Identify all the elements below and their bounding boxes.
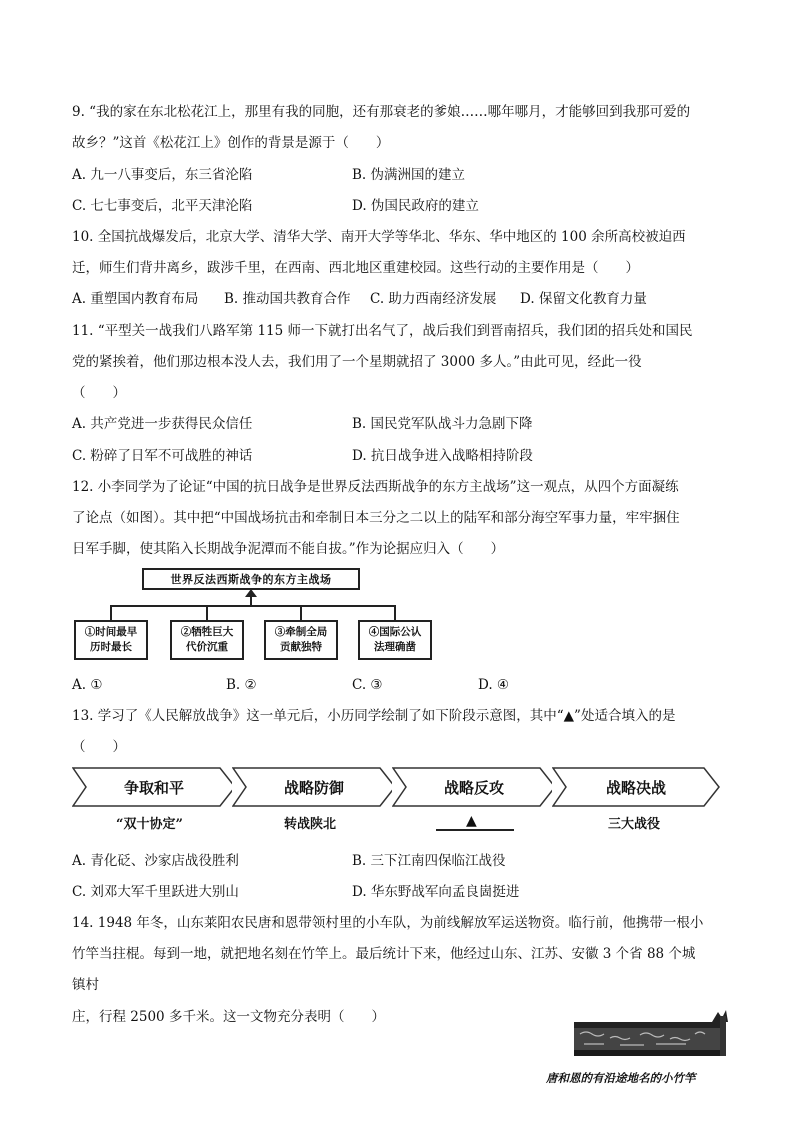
q12-option-a: A. ① xyxy=(72,677,103,693)
stage-chevron-2 xyxy=(232,767,396,807)
stage-label-2: 战略防御 xyxy=(283,778,344,797)
q12-stem-line1: 12. 小李同学为了论证“中国的抗日战争是世界反法西斯战争的东方主战场”这一观点，从四个方面凝练 xyxy=(72,479,679,495)
stage-label-3: 战略反攻 xyxy=(443,778,504,797)
diagram-box-3-line1: ③牵制全局 xyxy=(274,626,328,638)
q13-option-c: C. 刘邓大军千里跃进大别山 xyxy=(72,884,239,900)
q11-option-c: C. 粉碎了日军不可战胜的神话 xyxy=(72,448,253,464)
q9-option-a: A. 九一八事变后，东三省沦陷 xyxy=(72,167,253,183)
q9-stem-line2: 故乡？”这首《松花江上》创作的背景是源于（ ） xyxy=(72,135,390,151)
q11-option-d: D. 抗日战争进入战略相持阶段 xyxy=(352,448,533,464)
bamboo-pole-image xyxy=(570,1008,730,1062)
stage-chevron-4 xyxy=(552,767,720,807)
q10-stem-line1: 10. 全国抗战爆发后，北京大学、清华大学、南开大学等华北、华东、华中地区的 100 余所高校被迫西 xyxy=(72,229,686,245)
q9-option-c: C. 七七事变后，北平天津沦陷 xyxy=(72,198,253,214)
q10-option-c: C. 助力西南经济发展 xyxy=(370,291,497,307)
diagram-box-3 xyxy=(264,620,338,660)
q11-option-a: A. 共产党进一步获得民众信任 xyxy=(72,416,253,432)
q14-stem-line3: 镇村 xyxy=(72,977,99,993)
stage-label-4: 战略决战 xyxy=(605,778,666,797)
diagram-box-4-line2: 法理确凿 xyxy=(374,641,416,653)
q12-stem-line2: 了论点（如图）。其中把“中国战场抗击和牵制日本三分之二以上的陆军和部分海空军事力量，牢牢捆住 xyxy=(72,510,680,526)
bamboo-caption: 唐和恩的有沿途地名的小竹竿 xyxy=(546,1071,696,1085)
q11-stem-line2: 党的紧挨着，他们那边根本没人去，我们用了一个星期就招了 3000 多人。”由此可见，经此一役 xyxy=(72,354,642,370)
q10-option-a: A. 重塑国内教育布局 xyxy=(72,291,199,307)
diagram-box-3-line2: 贡献独特 xyxy=(280,641,322,653)
diagram-box-1-line1: ①时间最早 xyxy=(84,626,138,638)
q11-stem-line3: （ ） xyxy=(72,385,126,401)
diagram-connector-4 xyxy=(394,605,396,620)
stage-sub-3-underline xyxy=(436,829,514,831)
q13-option-d: D. 华东野战军向孟良崮挺进 xyxy=(352,884,520,900)
q10-stem-line2: 迁，师生们背井离乡，跋涉千里，在西南、西北地区重建校园。这些行动的主要作用是（ ） xyxy=(72,260,639,276)
diagram-box-4-line1: ④国际公认 xyxy=(368,626,422,638)
q13-stem-line1: 13. 学习了《人民解放战争》这一单元后，小历同学绘制了如下阶段示意图，其中“▲”处适合填入的是 xyxy=(72,708,676,724)
q11-option-b: B. 国民党军队战斗力急剧下降 xyxy=(352,416,533,432)
q12-option-d: D. ④ xyxy=(478,677,510,693)
q11-stem-line1: 11. “平型关一战我们八路军第 115 师一下就打出名气了，战后我们到晋南招兵，我们团的招兵处和国民 xyxy=(72,323,693,339)
stage-sub-3-triangle: ▲ xyxy=(466,813,477,829)
diagram-connector-3 xyxy=(300,605,302,620)
stage-sub-1: “双十协定” xyxy=(116,817,183,832)
q13-option-a: A. 青化砭、沙家店战役胜利 xyxy=(72,853,239,869)
q9-option-b: B. 伪满洲国的建立 xyxy=(352,167,466,183)
diagram-box-4 xyxy=(358,620,432,660)
stage-label-1: 争取和平 xyxy=(123,778,184,797)
diagram-box-1-line2: 历时最长 xyxy=(90,641,132,653)
q9-option-d: D. 伪国民政府的建立 xyxy=(352,198,479,214)
q12-stem-line3: 日军手脚，使其陷入长期战争泥潭而不能自拔。”作为论据应归入（ ） xyxy=(72,541,505,557)
diagram-connector-1 xyxy=(110,605,112,620)
q14-stem-line4: 庄，行程 2500 多千米。这一文物充分表明（ ） xyxy=(72,1009,385,1025)
diagram-arrowhead xyxy=(245,589,257,597)
stage-chevron-1 xyxy=(72,767,236,807)
diagram-box-1 xyxy=(74,620,148,660)
diagram-connector-2 xyxy=(206,605,208,620)
q12-option-c: C. ③ xyxy=(352,677,383,693)
stage-sub-4: 三大战役 xyxy=(608,817,661,832)
q9-stem-line1: 9. “我的家在东北松花江上，那里有我的同胞，还有那衰老的爹娘……哪年哪月，才能够回到我那可爱的 xyxy=(72,104,691,120)
diagram-box-2-line1: ②牺牲巨大 xyxy=(180,626,234,638)
q13-option-b: B. 三下江南四保临江战役 xyxy=(352,853,506,869)
stage-sub-2: 转战陕北 xyxy=(284,817,337,832)
q13-stem-line2: （ ） xyxy=(72,739,126,755)
q12-option-b: B. ② xyxy=(226,677,257,693)
diagram-box-2-line2: 代价沉重 xyxy=(186,641,228,653)
diagram-connector-horizontal xyxy=(110,605,394,607)
q14-stem-line1: 14. 1948 年冬，山东莱阳农民唐和恩带领村里的小车队，为前线解放军运送物资。临行前，他携带一根小 xyxy=(72,915,704,931)
diagram-box-2 xyxy=(170,620,244,660)
diagram-title: 世界反法西斯战争的东方主战场 xyxy=(142,568,360,590)
stage-chevron-3 xyxy=(392,767,556,807)
q10-option-b: B. 推动国共教育合作 xyxy=(224,291,351,307)
q14-stem-line2: 竹竿当拄棍。每到一地，就把地名刻在竹竿上。最后统计下来，他经过山东、江苏、安徽 3 个省 88 个城 xyxy=(72,946,696,962)
q10-option-d: D. 保留文化教育力量 xyxy=(520,291,647,307)
